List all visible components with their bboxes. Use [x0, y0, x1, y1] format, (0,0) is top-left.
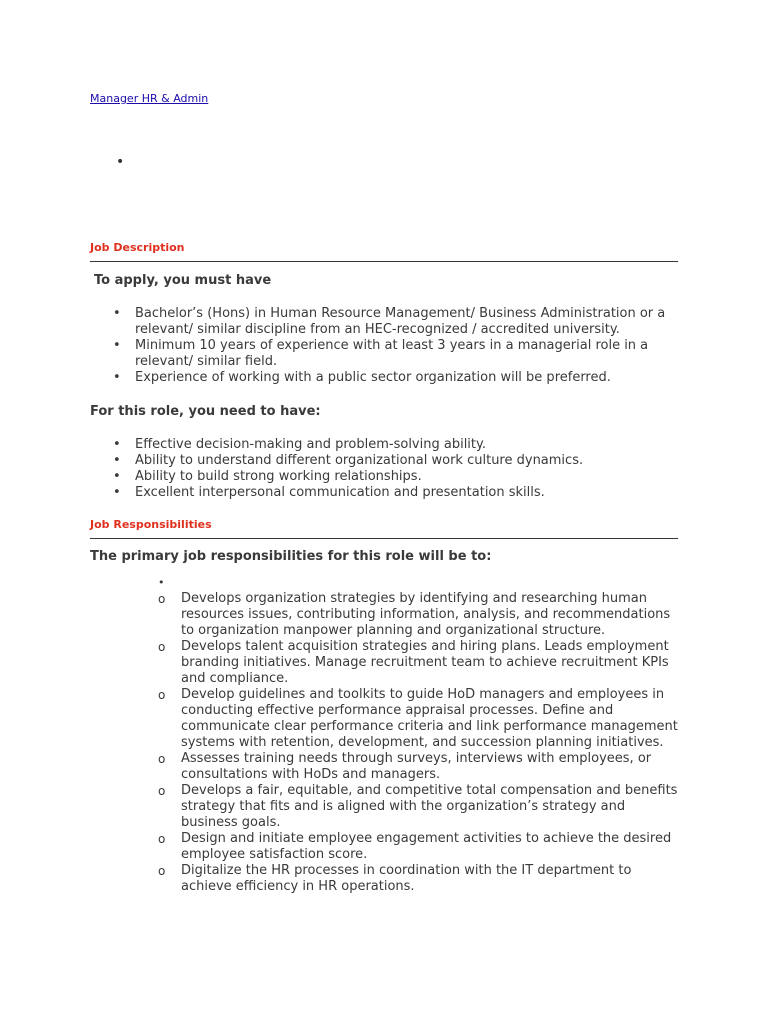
- list-item: • Bachelor’s (Hons) in Human Resource Management/ Business Administration or a relevant/ similar discipline from an HEC-recognized / accredited university.: [135, 306, 678, 338]
- list-item: o Develops organization strategies by identifying and researching human resources issues, contributing information, analysis, and recommendations to organization manpower planning and organizational structure.: [181, 591, 678, 639]
- list-item: • Minimum 10 years of experience with at least 3 years in a managerial role in a relevant/ similar field.: [135, 338, 678, 370]
- empty-bullet: •: [116, 154, 125, 170]
- empty-bullet: •: [158, 576, 165, 589]
- list-item: • Excellent interpersonal communication and presentation skills.: [135, 485, 678, 501]
- responsibilities-intro: The primary job responsibilities for this role will be to:: [90, 549, 492, 564]
- requirements-list: [90, 306, 678, 386]
- list-item: o Develop guidelines and toolkits to guide HoD managers and employees in conducting effective performance appraisal processes. Define and communicate clear performance criteria and link performance management systems with retention, development, and succession planning initiatives.: [181, 687, 678, 751]
- job-title-link[interactable]: Manager HR & Admin: [90, 92, 209, 105]
- role-intro: For this role, you need to have:: [90, 404, 321, 419]
- job-responsibilities-heading: Job Responsibilities: [90, 518, 678, 539]
- responsibilities-list: [90, 591, 678, 895]
- list-item: o Develops a fair, equitable, and competitive total compensation and benefits strategy that fits and is aligned with the organization’s strategy and business goals.: [181, 783, 678, 831]
- job-description-heading: Job Description: [90, 241, 678, 262]
- list-item: o Develops talent acquisition strategies and hiring plans. Leads employment branding initiatives. Manage recruitment team to achieve recruitment KPIs and compliance.: [181, 639, 678, 687]
- list-item: • Effective decision-making and problem-solving ability.: [135, 437, 678, 453]
- list-item: • Experience of working with a public sector organization will be preferred.: [135, 370, 678, 386]
- apply-intro: To apply, you must have: [94, 273, 272, 288]
- list-item: • Ability to build strong working relationships.: [135, 469, 678, 485]
- list-item: o Assesses training needs through surveys, interviews with employees, or consultations with HoDs and managers.: [181, 751, 678, 783]
- list-item: o Design and initiate employee engagement activities to achieve the desired employee satisfaction score.: [181, 831, 678, 863]
- skills-list: [90, 437, 678, 501]
- list-item: • Ability to understand different organizational work culture dynamics.: [135, 453, 678, 469]
- list-item: o Digitalize the HR processes in coordination with the IT department to achieve efficiency in HR operations.: [181, 863, 678, 895]
